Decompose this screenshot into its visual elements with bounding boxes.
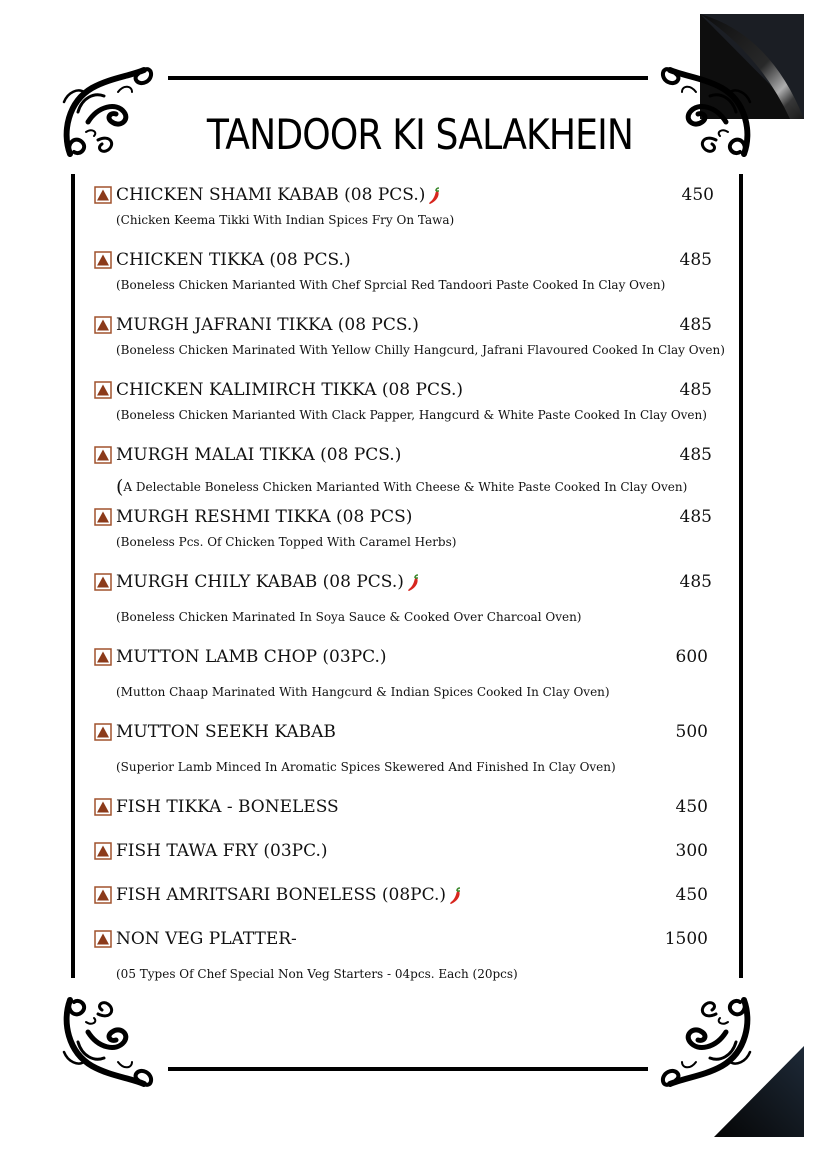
menu-item-description — [116, 609, 582, 625]
menu-item-name — [116, 797, 339, 817]
menu-item — [94, 647, 716, 699]
menu-item-price: 450 — [681, 185, 714, 205]
menu-item — [94, 722, 716, 774]
menu-item-name — [116, 445, 401, 465]
menu-item-name-text: MURGH JAFRANI TIKKA (08 PCS.) — [116, 315, 419, 335]
menu-item-name — [116, 572, 420, 592]
menu-item-header — [94, 572, 716, 594]
menu-item-description — [116, 342, 725, 358]
menu-item-name — [116, 885, 462, 905]
menu-item — [94, 797, 716, 819]
top-border-line — [168, 76, 648, 80]
menu-item-name — [116, 315, 419, 335]
menu-item-name-text: MURGH RESHMI TIKKA (08 PCS) — [116, 507, 413, 527]
menu-item — [94, 841, 716, 863]
menu-item-name-text: MUTTON SEEKH KABAB — [116, 722, 336, 742]
menu-item-name — [116, 380, 463, 400]
menu-item-header — [94, 929, 716, 951]
menu-item-description — [116, 212, 454, 228]
menu-item-price: 1500 — [664, 929, 708, 949]
menu-item-description-text: (Mutton Chaap Marinated With Hangcurd & Indian Spices Cooked In Clay Oven) — [116, 685, 610, 699]
menu-item-price: 450 — [675, 797, 708, 817]
menu-item-name-text: CHICKEN KALIMIRCH TIKKA (08 PCS.) — [116, 380, 464, 400]
menu-item-name — [116, 647, 387, 667]
menu-item-name — [116, 250, 351, 270]
menu-item — [94, 572, 716, 624]
menu-item-description — [116, 277, 665, 293]
menu-item-description-text: (05 Types Of Chef Special Non Veg Starters - 04pcs. Each (20pcs) — [116, 967, 518, 981]
menu-item-price: 485 — [679, 507, 712, 527]
menu-item-header — [94, 797, 716, 819]
menu-item — [94, 315, 725, 357]
scroll-ornament-bottom-right-icon — [660, 992, 756, 1092]
menu-item-name — [116, 929, 297, 949]
menu-item-description-text: (Boneless Chicken Marianted With Clack Papper, Hangcurd & White Paste Cooked In Clay Oven) — [116, 408, 707, 422]
menu-item-header — [94, 315, 716, 337]
menu-item-price: 485 — [679, 380, 712, 400]
menu-item-name-text: FISH TAWA FRY (03PC.) — [116, 841, 328, 861]
non-veg-triangle-icon — [94, 573, 112, 591]
menu-item — [94, 885, 716, 907]
menu-item-name — [116, 507, 412, 527]
menu-item-description-text: (Boneless Chicken Marinated In Soya Sauce & Cooked Over Charcoal Oven) — [116, 610, 582, 624]
non-veg-triangle-icon — [94, 886, 112, 904]
scroll-ornament-top-left-icon — [58, 62, 154, 162]
menu-item-name-text: MUTTON LAMB CHOP (03PC.) — [116, 647, 387, 667]
menu-item-header — [94, 445, 716, 467]
right-border-line — [739, 174, 743, 978]
chili-icon — [427, 187, 441, 205]
menu-item-header — [94, 507, 716, 529]
non-veg-triangle-icon — [94, 930, 112, 948]
non-veg-triangle-icon — [94, 508, 112, 526]
non-veg-triangle-icon — [94, 251, 112, 269]
menu-item-price: 500 — [675, 722, 708, 742]
menu-item — [94, 250, 716, 292]
menu-item-name-text: CHICKEN SHAMI KABAB (08 PCS.) — [116, 185, 426, 205]
menu-item — [94, 929, 716, 981]
menu-item-header — [94, 722, 716, 744]
menu-item-price: 485 — [679, 315, 712, 335]
menu-item-name-text: MURGH CHILY KABAB (08 PCS.) — [116, 572, 404, 592]
menu-item-description-text: (Superior Lamb Minced In Aromatic Spices Skewered And Finished In Clay Oven) — [116, 760, 616, 774]
menu-item-price: 450 — [675, 885, 708, 905]
menu-item-name-text: FISH AMRITSARI BONELESS (08PC.) — [116, 885, 447, 905]
menu-item-description-text: (Boneless Chicken Marianted With Chef Sprcial Red Tandoori Paste Cooked In Clay Oven) — [116, 278, 666, 292]
menu-item-description — [116, 684, 610, 700]
menu-item-description-text: (Boneless Pcs. Of Chicken Topped With Caramel Herbs) — [116, 535, 457, 549]
menu-item — [94, 380, 716, 422]
menu-item-description-text: (Chicken Keema Tikki With Indian Spices Fry On Tawa) — [116, 213, 455, 227]
non-veg-triangle-icon — [94, 723, 112, 741]
menu-item-header — [94, 885, 716, 907]
menu-item-price: 300 — [675, 841, 708, 861]
menu-item-description-paren: ( — [116, 476, 124, 498]
left-border-line — [71, 174, 75, 978]
menu-item-header — [94, 841, 716, 863]
menu-item-name-text: CHICKEN TIKKA (08 PCS.) — [116, 250, 351, 270]
chili-icon — [406, 574, 420, 592]
menu-item-description-text: (Boneless Chicken Marinated With Yellow Chilly Hangcurd, Jafrani Flavoured Cooked In Clay Oven) — [116, 343, 725, 357]
menu-item-header — [94, 185, 716, 207]
menu-item-description — [116, 534, 456, 550]
non-veg-triangle-icon — [94, 648, 112, 666]
menu-item-description — [116, 966, 518, 982]
menu-item-description — [116, 407, 707, 423]
menu-item-name — [116, 722, 336, 742]
scroll-ornament-bottom-left-icon — [58, 992, 154, 1092]
menu-item — [94, 185, 716, 227]
bottom-border-line — [168, 1067, 648, 1071]
menu-item-price: 485 — [679, 445, 712, 465]
non-veg-triangle-icon — [94, 446, 112, 464]
menu-section-title: TANDOOR KI SALAKHEIN — [206, 110, 634, 159]
menu-item-description — [116, 476, 688, 498]
non-veg-triangle-icon — [94, 381, 112, 399]
menu-item-price: 485 — [679, 572, 712, 592]
menu-item — [94, 507, 716, 549]
non-veg-triangle-icon — [94, 798, 112, 816]
menu-item-name-text: MURGH MALAI TIKKA (08 PCS.) — [116, 445, 402, 465]
menu-item-price: 485 — [679, 250, 712, 270]
menu-item-header — [94, 647, 716, 669]
menu-item-header — [94, 380, 716, 402]
non-veg-triangle-icon — [94, 842, 112, 860]
menu-item — [94, 445, 716, 498]
menu-item-description-text: A Delectable Boneless Chicken Marianted With Cheese & White Paste Cooked In Clay Oven) — [123, 480, 688, 494]
menu-item-name — [116, 185, 441, 205]
chili-icon — [448, 887, 462, 905]
non-veg-triangle-icon — [94, 316, 112, 334]
menu-item-price: 600 — [675, 647, 708, 667]
menu-item-name — [116, 841, 328, 861]
menu-item-description — [116, 759, 616, 775]
menu-item-name-text: FISH TIKKA - BONELESS — [116, 797, 339, 817]
non-veg-triangle-icon — [94, 186, 112, 204]
menu-item-header — [94, 250, 716, 272]
menu-item-name-text: NON VEG PLATTER- — [116, 929, 297, 949]
